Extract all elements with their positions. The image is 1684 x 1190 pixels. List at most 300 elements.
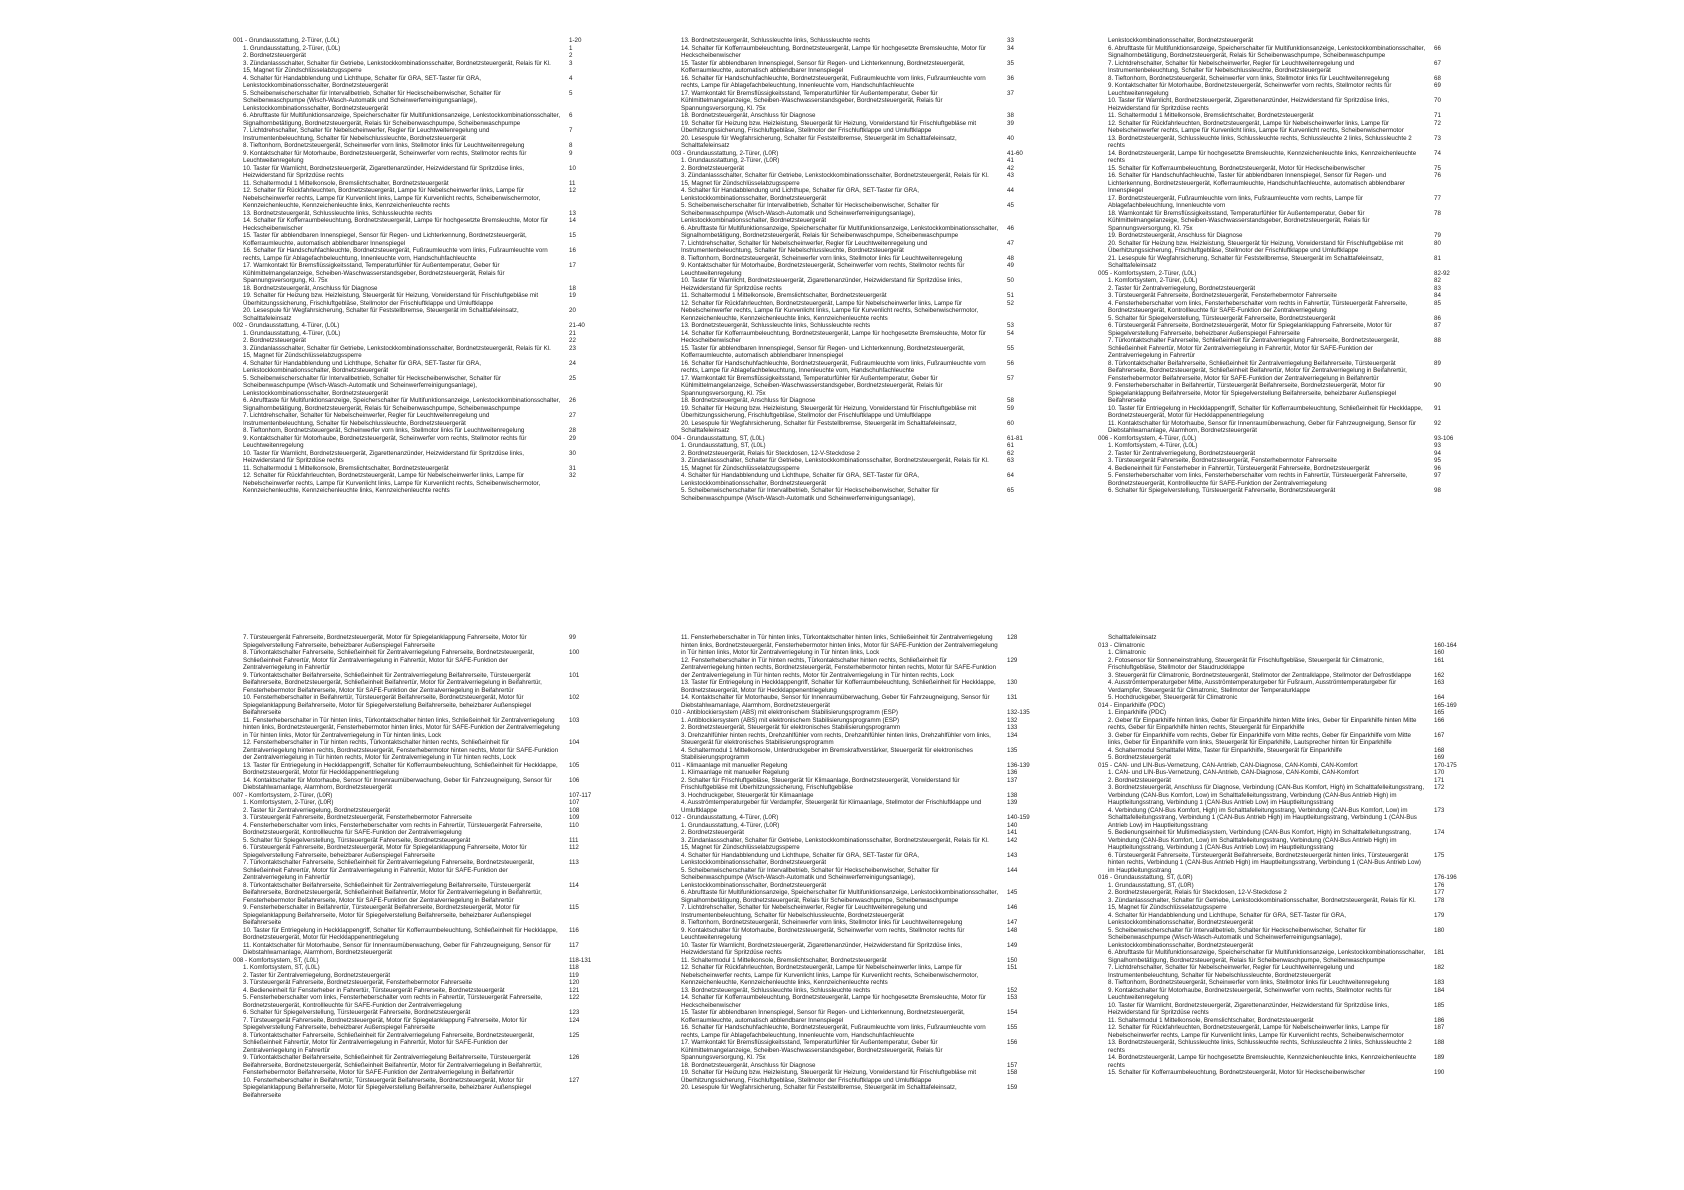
index-entry <box>233 649 613 672</box>
index-entry <box>671 679 1051 694</box>
entry-text: 5. Scheibenwischerschalter für Intervallbetrieb, Schalter für Heckscheibenwischer, Schalter für Scheibenwaschpumpe (Wisch-Wasch-Automatik und Scheinwerferreinigungsanlage), Lenkstockkombinationsschalter, Bordnetzsteuergerät <box>243 89 501 112</box>
entry-text: Schalttafeleinsatz <box>1108 634 1157 641</box>
entry-text: 3. Hochdruckgeber, Steuergerät für Klimaanlage <box>681 791 814 799</box>
index-entry <box>671 450 1051 458</box>
entry-text: 1. Antiblockiersystem (ABS) mit elektronischem Stabilisierungsprogramm (ESP) <box>681 716 900 724</box>
page-number: 1-20 <box>569 37 582 44</box>
index-entry <box>1098 964 1478 979</box>
page-number: 151 <box>1007 964 1018 971</box>
entry-text: 8. Tieftonhorn, Bordnetzsteuergerät, Scheinwerfer vorn links, Stellmotor links für Leuchtweitenregelung <box>681 919 963 926</box>
entry-text: 11. Kontaktschalter für Motorhaube, Sensor für Innenraumüberwachung, Geber für Fahrzeugneigung, Sensor für Diebstahlwarnanlage, Alarmhorn, Bordnetzsteuergerät <box>243 941 552 956</box>
index-entry <box>233 837 613 845</box>
index-entry <box>671 37 1051 45</box>
entry-text: 1. Klimaanlage mit manueller Regelung <box>681 769 789 776</box>
index-entry <box>233 427 613 435</box>
page-number: 64 <box>1007 472 1014 479</box>
page-number: 72 <box>1434 119 1441 127</box>
index-entry <box>233 217 613 232</box>
index-entry <box>671 345 1051 360</box>
page-number: 106 <box>569 776 580 784</box>
page-number: 176-196 <box>1434 874 1457 881</box>
page-number: 172 <box>1434 784 1445 791</box>
entry-text: 15. Taster für abblendbaren Innenspiegel, Sensor für Regen- und Lichterkennung, Bordnetzsteuergerät, Kofferraumleuchte, automatisch abblendbarer Innenspiegel <box>681 1009 965 1024</box>
index-entry <box>671 1009 1051 1024</box>
index-entry <box>233 927 613 942</box>
page-number: 130 <box>1007 679 1018 686</box>
index-entry <box>1098 450 1478 458</box>
page-number: 100 <box>569 649 580 656</box>
page-number: 69 <box>1434 82 1441 89</box>
entry-text: 8. Tieftonhorn, Bordnetzsteuergerät, Scheinwerfer vorn links, Stellmotor links für Leuchtweitenregelung <box>1108 979 1390 986</box>
index-entry <box>671 634 1051 657</box>
entry-text: 3. Zündanlassschalter, Schalter für Getriebe, Lenkstockkombinationsschalter, Bordnetzsteuergerät, Relais für Kl. 15, Magnet für Zündschlüsselabzugssperre <box>243 59 551 74</box>
entry-text: 3. Zündanlassschalter, Schalter für Getriebe, Lenkstockkombinationsschalter, Bordnetzsteuergerät, Relais für Kl. 15, Magnet für Zündschlüsselabzugssperre <box>681 457 989 472</box>
page-number: 62 <box>1007 449 1014 457</box>
index-entry <box>233 1009 613 1017</box>
page-number: 174 <box>1434 829 1445 836</box>
page-number: 173 <box>1434 806 1445 814</box>
page-number: 86 <box>1434 314 1441 322</box>
index-entry <box>233 180 613 188</box>
index-entry <box>671 487 1051 502</box>
entry-text: 4. Schaltermodul Schalttafel Mitte, Taster für Einparkhilfe, Steuergerät für Einparkhilfe <box>1108 746 1343 754</box>
page-number: 14 <box>569 217 576 224</box>
page-number: 132 <box>1007 716 1018 724</box>
index-entry <box>671 1024 1051 1039</box>
index-entry <box>671 957 1051 965</box>
page-number: 123 <box>569 1009 580 1016</box>
page-number: 61-81 <box>1007 434 1023 442</box>
page-number: 94 <box>1434 449 1441 457</box>
section-heading <box>1098 435 1478 443</box>
entry-text: 15. Schalter für Kofferraumbeleuchtung, Bordnetzsteuergerät, Motor für Heckscheibenwischer <box>1108 164 1366 172</box>
index-entry <box>1098 420 1478 435</box>
index-entry <box>1098 210 1478 233</box>
page-number: 93-106 <box>1434 434 1454 442</box>
index-entry <box>1098 1024 1478 1039</box>
page-number: 101 <box>569 671 580 679</box>
page-number: 116 <box>569 926 579 934</box>
index-entry <box>1098 709 1478 717</box>
top-column-2 <box>671 37 1051 502</box>
page-number: 187 <box>1434 1024 1445 1031</box>
entry-text: 014 - Einparkhilfe (PDC) <box>1098 701 1166 709</box>
entry-text: 20. Lesespule für Wegfahrsicherung, Schalter für Feststellbremse, Steuergerät im Schalttafeleinsatz, Schalttafeleinsatz <box>681 134 957 149</box>
page-number: 186 <box>1434 1016 1445 1024</box>
bottom-column-3 <box>1098 634 1478 1077</box>
entry-text: 3. Zündanlassschalter, Schalter für Getriebe, Lenkstockkombinationsschalter, Bordnetzsteuergerät, Relais für Kl. 15, Magnet für Zündschlüsselabzugssperre <box>1108 896 1416 911</box>
entry-text: 10. Taster für Entriegelung in Heckklappengriff, Schalter für Kofferraumbeleuchtung, Schließeinheit für Heckklappe, Bordnetzsteuergerät, Motor für Heckklappenentriegelung <box>1108 404 1423 419</box>
page-number: 145 <box>1007 889 1018 896</box>
page-number: 102 <box>569 694 580 701</box>
index-entry <box>671 187 1051 202</box>
index-entry <box>233 672 613 695</box>
index-entry <box>233 435 613 450</box>
entry-text: 5. Scheibenwischerschalter für Intervallbetrieb, Schalter für Heckscheibenwischer, Schalter für Scheibenwaschpumpe (Wisch-Wasch-Automatik und Scheinwerferreinigungsanlage), Lenkstockkombinationsschalter, Bordnetzsteuergerät <box>243 374 501 397</box>
page-number: 168 <box>1434 746 1445 754</box>
index-entry <box>1098 322 1478 337</box>
section-heading <box>233 322 613 330</box>
index-entry <box>233 187 613 210</box>
entry-text: 1. Komfortsystem, ST, (L0L) <box>243 964 320 971</box>
page-number: 31 <box>569 464 576 472</box>
entry-text: 1. Grundausstattung, 2-Türer, (L0L) <box>243 44 341 52</box>
page-number: 125 <box>569 1031 580 1039</box>
entry-text: 10. Taster für Warnlicht, Bordnetzsteuergerät, Zigarettenanzünder, Heizwiderstand für Spritzdüse links, Heizwiderstand für Spritzdüse rechts <box>1108 97 1389 112</box>
page-number: 134 <box>1007 731 1018 739</box>
entry-text: 4. Schalter für Handabblendung und Lichthupe, Schalter für GRA, SET-Taster für GRA, Lenkstockkombinationsschalter, Bordnetzsteuergerät <box>243 359 481 374</box>
index-entry <box>671 225 1051 240</box>
page-number: 139 <box>1007 799 1018 806</box>
index-entry <box>233 127 613 142</box>
entry-text: 10. Fensterheberschalter in Beifahrertür, Türsteuergerät Beifahrerseite, Bordnetzsteuergerät, Motor für Spiegelanklappung Beifahrerseite, Motor für Spiegelverstellung Beifahrerseite, beheizbarer Außenspiegel Beifahrerseite <box>243 1076 532 1099</box>
page-number: 115 <box>569 904 579 911</box>
entry-text: 19. Schalter für Heizung bzw. Heizleistung, Steuergerät für Heizung, Vorwiderstand für Frischluftgebläse mit Überhitzungssicherung, Frischluftgebläse, Stellmotor der Frischluftklappe und Umluftklappe <box>681 404 977 419</box>
entry-text: 2. Taster für Zentralverriegelung, Bordnetzsteuergerät <box>1108 284 1256 292</box>
index-entry <box>233 814 613 822</box>
page-number: 16 <box>569 247 576 254</box>
entry-text: 1. Komfortsystem, 4-Türer, (L0L) <box>1108 442 1198 449</box>
page-number: 32 <box>569 472 576 479</box>
index-entry <box>1098 829 1478 852</box>
entry-text: 7. Türkontaktschalter Fahrerseite, Schließeinheit für Zentralverriegelung Fahrerseite, Bordnetzsteuergerät, Schließeinheit Fahrertür, Motor für Zentralverriegelung in Fahrertür, Motor für SAFE-Funktion der Zentralverriegelung in Fahrertür <box>1108 337 1400 359</box>
index-entry <box>1098 315 1478 323</box>
entry-text: 13. Bordnetzsteuergerät, Schlussleuchte links, Schlussleuchte rechts, Schlussleuchte 2 links, Schlussleuchte 2 rechts <box>1108 134 1412 149</box>
entry-text: 6. Türsteuergerät Fahrerseite, Bordnetzsteuergerät, Motor für Spiegelanklappung Fahrerseite, Motor für Spiegelverstellung Fahrerseite, beheizbarer Außenspiegel Fahrerseite <box>1108 322 1392 337</box>
index-entry <box>233 972 613 980</box>
page-number: 51 <box>1007 292 1014 299</box>
entry-text: 11. Schaltermodul 1 Mittelkonsole, Bremslichtschalter, Bordnetzsteuergerät <box>681 956 887 964</box>
entry-text: 19. Bordnetzsteuergerät, Anschluss für Diagnose <box>1108 232 1243 239</box>
entry-text: 5. Fensterheberschalter vorn links, Fensterheberschalter vorn rechts in Fahrertür, Türsteuergerät Fahrerseite, Bordnetzsteuergerät, Kontrollleuchte für SAFE-Funktion der Zentralverriegelung <box>243 994 543 1009</box>
page-number: 73 <box>1434 134 1441 142</box>
page-number: 25 <box>569 374 576 382</box>
entry-text: 003 - Grundausstattung, 2-Türer, (L0R) <box>671 149 779 157</box>
entry-text: 11. Schaltermodul 1 Mittelkonsole, Bremslichtschalter, Bordnetzsteuergerät <box>243 464 449 472</box>
index-entry <box>233 717 613 740</box>
index-entry <box>1098 777 1478 785</box>
entry-text: 20. Schalter für Heizung bzw. Heizleistung, Steuergerät für Heizung, Vorwiderstand für Frischluftgebläse mit Überhitzungssicherung, Frischluftgebläse, Stellmotor der Frischluftklappe und Umluftklappe <box>1108 239 1404 254</box>
page-number: 43 <box>1007 172 1014 179</box>
entry-text: 12. Schalter für Rückfahrleuchten, Bordnetzsteuergerät, Lampe für Nebelscheinwerfer links, Lampe für Nebelscheinwerfer rechts, Lampe für Kurvenlicht links, Lampe für Kurvenlicht rechts, Scheibenwischermotor <box>1108 1024 1404 1039</box>
entry-text: 8. Tieftonhorn, Bordnetzsteuergerät, Scheinwerfer vorn links, Stellmotor links für Leuchtweitenregelung <box>243 427 525 434</box>
entry-text: 11. Schaltermodul 1 Mittelkonsole, Bremslichtschalter, Bordnetzsteuergerät <box>1108 112 1314 119</box>
index-entry <box>671 792 1051 800</box>
index-entry <box>233 412 613 427</box>
index-entry <box>671 927 1051 942</box>
entry-text: 10. Taster für Warnlicht, Bordnetzsteuergerät, Zigarettenanzünder, Heizwiderstand für Spritzdüse links, Heizwiderstand für Spritzdüse rechts <box>243 164 524 179</box>
page-number: 118-131 <box>569 956 592 964</box>
page-number: 136 <box>1007 769 1018 776</box>
section-heading <box>671 762 1051 770</box>
entry-text: 4. Ausströmtemperaturgeber für Verdampfer, Steuergerät für Klimaanlage, Stellmotor der Frischluftklappe und Umluftklappe <box>681 799 982 814</box>
index-entry <box>671 904 1051 919</box>
index-entry <box>1098 694 1478 702</box>
index-entry <box>671 732 1051 747</box>
index-entry <box>233 112 613 127</box>
entry-text: 2. Taster für Zentralverriegelung, Bordnetzsteuergerät <box>243 971 391 979</box>
page-number: 58 <box>1007 397 1014 404</box>
entry-text: 14. Schalter für Kofferraumbeleuchtung, Bordnetzsteuergerät, Lampe für hochgesetzte Bremsleuchte, Motor für Heckscheibenwischer <box>681 329 986 344</box>
page-number: 157 <box>1007 1061 1018 1069</box>
entry-text: 5. Scheibenwischerschalter für Intervallbetrieb, Schalter für Heckscheibenwischer, Schalter für Scheibenwaschpumpe (Wisch-Wasch-Automatik und Scheinwerferreinigungsanlage), Lenkstockkombinationsschalter, Bordnetzsteuergerät <box>1108 926 1366 949</box>
entry-text: 7. Lichtdrehschalter, Schalter für Nebelscheinwerfer, Regler für Leuchtweitenregelung und Instrumentenbeleuchtung, Schalter für Nebelschlussleuchte, Bordnetzsteuergerät <box>681 239 928 254</box>
index-entry <box>1098 60 1478 75</box>
index-entry <box>233 994 613 1009</box>
index-entry <box>671 202 1051 225</box>
entry-text: 9. Kontaktschalter für Motorhaube, Bordnetzsteuergerät, Scheinwerfer vorn rechts, Stellmotor rechts für Leuchtweitenregelung <box>243 434 527 449</box>
page-number: 183 <box>1434 979 1445 986</box>
index-entry <box>1098 82 1478 97</box>
entry-text: 2. Schalter für Frischluftgebläse, Steuergerät für Klimaanlage, Bordnetzsteuergerät, Vorwiderstand für Frischluftgebläse mit Überhitzungssicherung, Frischluftgebläse <box>681 776 960 791</box>
page-number: 127 <box>569 1076 580 1084</box>
page-number: 15 <box>569 232 576 239</box>
page-number: 82-92 <box>1434 269 1450 277</box>
entry-text: 16. Schalter für Handschuhfachleuchte, Bordnetzsteuergerät, Fußraumleuchte vorn links, Fußraumleuchte vorn rechts, Lampe für Ablagefachbeleuchtung, Innenleuchte vorn, Handschuhfachleuchte <box>681 359 986 374</box>
page-number: 46 <box>1007 224 1014 232</box>
page-number: 57 <box>1007 374 1014 382</box>
entry-text: 15. Schalter für Kofferraumbeleuchtung, Bordnetzsteuergerät, Motor für Heckscheibenwischer <box>1108 1069 1366 1076</box>
index-entry <box>233 397 613 412</box>
section-heading <box>671 814 1051 822</box>
page-number: 164 <box>1434 694 1445 701</box>
entry-text: 2. Taster für Zentralverriegelung, Bordnetzsteuergerät <box>243 806 391 814</box>
page-number: 60 <box>1007 419 1014 427</box>
section-heading <box>1098 702 1478 710</box>
entry-text: 9. Türkontaktschalter Beifahrerseite, Schließeinheit für Zentralverriegelung Beifahrerseite, Türsteuergerät Beifahrerseite, Bordnetzsteuergerät, Schließeinheit Beifahrertür, Motor für Zentralverriegelung in Beifahrertür, Fensterhebermotor Beifahrerseite, Motor für SAFE-Funktion der Zentralverriegelung in Beifahrertür <box>243 1054 542 1076</box>
page-number: 170 <box>1434 769 1445 776</box>
entry-text: 5. Bordnetzsteuergerät <box>1108 754 1171 761</box>
index-entry <box>233 247 613 262</box>
entry-text: 12. Fensterheberschalter in Tür hinten rechts, Türkontaktschalter hinten rechts, Schließeinheit für Zentralverriegelung hinten rechts, Bordnetzsteuergerät, Fensterhebermotor hinten rechts, Motor für SAFE-Funktion der Zentralverriegelung in Tür hinten rechts, Motor für Zentralverriegelung in Tür hinten rechts, Lock <box>243 739 559 761</box>
page-number: 184 <box>1434 986 1445 994</box>
entry-text: 10. Taster für Warnlicht, Bordnetzsteuergerät, Zigarettenanzünder, Heizwiderstand für Spritzdüse links, Heizwiderstand für Spritzdüse rechts <box>243 449 524 464</box>
page-number: 21-40 <box>569 322 585 329</box>
entry-text: 20. Lesespule für Wegfahrsicherung, Schalter für Feststellbremse, Steuergerät im Schalttafeleinsatz, <box>681 1084 957 1091</box>
index-entry <box>233 150 613 165</box>
index-entry <box>1098 672 1478 680</box>
page-number: 152 <box>1007 986 1018 994</box>
entry-text: 2. Bordnetzsteuergerät, Relais für Steckdosen, 12-V-Steckdose 2 <box>681 449 860 457</box>
index-entry <box>671 889 1051 904</box>
page-number: 107 <box>569 799 580 806</box>
index-entry <box>1098 1054 1478 1069</box>
index-entry <box>1098 679 1478 694</box>
page-number: 13 <box>569 209 576 217</box>
entry-text: 3. Bordnetzsteuergerät, Anschluss für Diagnose, Verbindung (CAN-Bus Komfort, High) im Schalttafelleitungsstrang, Verbindung (CAN-Bus Komfort, Low) im Schalttafelleitungsstrang, Verbindung (CAN-Bus Antrieb High) im Hauptleitungsstrang, Verbindung 1 (CAN-Bus Antrieb Low) im Hauptleitungsstrang <box>1108 784 1425 806</box>
index-entry <box>671 255 1051 263</box>
page-number: 140-159 <box>1007 814 1030 821</box>
index-entry <box>671 1084 1051 1092</box>
entry-text: 4. Bedieneinheit für Fensterheber in Fahrertür, Türsteuergerät Fahrerseite, Bordnetzsteuergerät <box>1108 464 1370 472</box>
page-number: 153 <box>1007 994 1018 1001</box>
page-number: 20 <box>569 307 576 314</box>
entry-text: 18. Warnkontakt für Bremsflüssigkeitsstand, Temperaturfühler für Außentemperatur, Geber für Kühlmittelmangelanzeige, Scheiben-Waschwasserstandsgeber, Bordnetzsteuergerät, Relais für Spannungsversorgung, Kl. 75x <box>1108 209 1370 232</box>
index-entry <box>671 172 1051 187</box>
page-number: 107-117 <box>569 791 592 799</box>
entry-text: 005 - Komfortsystem, 2-Türer, (L0L) <box>1098 269 1197 277</box>
page-number: 82 <box>1434 277 1441 284</box>
entry-text: 2. Bordnetzsteuergerät <box>681 829 744 836</box>
index-entry <box>1098 255 1478 270</box>
index-entry <box>1098 165 1478 173</box>
page-number: 103 <box>569 716 580 724</box>
page-number: 53 <box>1007 322 1014 329</box>
index-entry <box>1098 172 1478 195</box>
page-number: 126 <box>569 1054 580 1061</box>
page-number: 165-169 <box>1434 701 1457 709</box>
page-number: 124 <box>569 1016 580 1024</box>
entry-text: 8. Tieftonhorn, Bordnetzsteuergerät, Scheinwerfer vorn links, Stellmotor links für Leuchtweitenregelung <box>681 254 963 262</box>
page-number: 84 <box>1434 292 1441 299</box>
index-entry <box>233 165 613 180</box>
page-number: 21 <box>569 329 576 337</box>
entry-text: 4. Schaltermodul 1 Mittelkonsole, Unterdruckgeber im Bremskraftverstärker, Steuergerät für elektronisches Stabilisierungsprogramm <box>681 746 973 761</box>
entry-text: 7. Lichtdrehschalter, Schalter für Nebelscheinwerfer, Regler für Leuchtweitenregelung und Instrumentenbeleuchtung, Schalter für Nebelschlussleuchte, Bordnetzsteuergerät <box>243 127 490 142</box>
index-entry <box>671 942 1051 957</box>
page-number: 76 <box>1434 172 1441 179</box>
page-number: 65 <box>1007 487 1014 494</box>
entry-text: 13. Bordnetzsteuergerät, Schlussleuchte links, Schlussleuchte rechts <box>243 209 433 217</box>
index-entry <box>671 1062 1051 1070</box>
index-entry <box>1098 852 1478 875</box>
entry-text: 14. Kontaktschalter für Motorhaube, Sensor für Innenraumüberwachung, Geber für Fahrzeugneigung, Sensor für Diebstahlwarnanlage, Alarmhorn, Bordnetzsteuergerät <box>681 694 990 709</box>
index-entry <box>233 859 613 882</box>
page-number: 163 <box>1434 679 1445 686</box>
page-number: 80 <box>1434 239 1441 247</box>
page-number: 22 <box>569 337 576 344</box>
page-number: 181 <box>1434 949 1445 956</box>
entry-text: 5. Scheibenwischerschalter für Intervallbetrieb, Schalter für Heckscheibenwischer, Schalter für Scheibenwaschpumpe (Wisch-Wasch-Automatik und Scheinwerferreinigungsanlage), Lenkstockkombinationsschalter, Bordnetzsteuergerät <box>681 866 939 889</box>
bottom-column-1 <box>233 634 613 1099</box>
entry-text: 14. Kontaktschalter für Motorhaube, Sensor für Innenraumüberwachung, Geber für Fahrzeugneigung, Sensor für Diebstahlwarnanlage, Alarmhorn, Bordnetzsteuergerät <box>243 776 552 791</box>
index-entry <box>233 375 613 398</box>
page-number: 150 <box>1007 956 1018 964</box>
entry-text: 015 - CAN- und LIN-Bus-Vernetzung, CAN-Antrieb, CAN-Diagnose, CAN-Kombi, CAN-Komfort <box>1098 761 1358 769</box>
index-entry <box>671 657 1051 680</box>
entry-text: 18. Bordnetzsteuergerät, Anschluss für Diagnose <box>243 284 378 292</box>
entry-text: 013 - Climatronic <box>1098 641 1145 649</box>
page-number: 49 <box>1007 262 1014 269</box>
page-number: 87 <box>1434 322 1441 329</box>
index-entry <box>233 964 613 972</box>
entry-text: 1. Grundausstattung, 2-Türer, (L0R) <box>681 157 780 164</box>
top-column-3 <box>1098 37 1478 495</box>
index-entry <box>1098 292 1478 300</box>
index-entry <box>233 292 613 307</box>
entry-text: 5. Scheibenwischerschalter für Intervallbetrieb, Schalter für Heckscheibenwischer, Schalter für Scheibenwaschpumpe (Wisch-Wasch-Automatik und Scheinwerferreinigungsanlage), <box>681 487 939 502</box>
entry-text: 16. Schalter für Handschuhfachleuchte, Bordnetzsteuergerät, Fußraumleuchte vorn links, Fußraumleuchte vorn rechts, Lampe für Ablagefachbeleuchtung, Innenleuchte vorn, Handschuhfachleuchte <box>243 247 548 262</box>
page-number: 56 <box>1007 359 1014 367</box>
page-number: 79 <box>1434 232 1441 239</box>
page-number: 105 <box>569 761 580 769</box>
entry-text: 002 - Grundausstattung, 4-Türer, (L0L) <box>233 322 340 329</box>
entry-text: 13. Bordnetzsteuergerät, Schlussleuchte links, Schlussleuchte rechts <box>681 322 871 329</box>
entry-text: 5. Schalter für Spiegelverstellung, Türsteuergerät Fahrerseite, Bordnetzsteuergerät <box>243 836 471 844</box>
page-number: 141 <box>1007 829 1018 836</box>
entry-text: 11. Schaltermodul 1 Mittelkonsole, Bremslichtschalter, Bordnetzsteuergerät <box>243 179 449 187</box>
index-entry <box>233 232 613 247</box>
entry-text: 4. Fensterheberschalter vorn links, Fensterheberschalter vorn rechts in Fahrertür, Türsteuergerät Fahrerseite, Bordnetzsteuergerät, Kontrollleuchte für SAFE-Funktion der Zentralverriegelung <box>243 821 543 836</box>
page-number: 35 <box>1007 59 1014 67</box>
entry-text: 2. Bordnetzsteuergerät, Relais für Steckdosen, 12-V-Steckdose 2 <box>1108 889 1287 896</box>
entry-text: 14. Bordnetzsteuergerät, Lampe für hochgesetzte Bremsleuchte, Kennzeichenleuchte links, Kennzeichenleuchte rechts <box>1108 1054 1417 1069</box>
page-number: 162 <box>1434 671 1445 679</box>
index-entry <box>1098 784 1478 807</box>
index-entry <box>671 165 1051 173</box>
entry-text: 11. Schaltermodul 1 Mittelkonsole, Bremslichtschalter, Bordnetzsteuergerät <box>681 292 887 299</box>
entry-text: Lenkstockkombinationsschalter, Bordnetzsteuergerät <box>1108 37 1254 44</box>
page-number: 27 <box>569 412 576 419</box>
top-column-1 <box>233 37 613 495</box>
page-number: 143 <box>1007 851 1018 859</box>
page-number: 92 <box>1434 419 1441 427</box>
index-entry <box>1098 754 1478 762</box>
entry-text: 11. Schaltermodul 1 Mittelkonsole, Bremslichtschalter, Bordnetzsteuergerät <box>1108 1016 1314 1024</box>
entry-text: 6. Türsteuergerät Fahrerseite, Bordnetzsteuergerät, Motor für Spiegelanklappung Fahrerseite, Motor für Spiegelverstellung Fahrerseite, beheizbarer Außenspiegel Fahrerseite <box>243 844 527 859</box>
page-number: 161 <box>1434 656 1445 664</box>
entry-text: 2. Taster für Zentralverriegelung, Bordnetzsteuergerät <box>1108 449 1256 457</box>
index-entry <box>1098 37 1478 45</box>
index-entry <box>233 450 613 465</box>
entry-text: 5. Fensterheberschalter vorn links, Fensterheberschalter vorn rechts in Fahrertür, Türsteuergerät Fahrerseite, Bordnetzsteuergerät, Kontrollleuchte für SAFE-Funktion der Zentralverriegelung <box>1108 472 1408 487</box>
entry-text: 9. Kontaktschalter für Motorhaube, Bordnetzsteuergerät, Scheinwerfer vorn rechts, Stellmotor rechts für Leuchtweitenregelung <box>1108 82 1392 97</box>
page-number: 4 <box>569 74 573 82</box>
entry-text: 7. Türkontaktschalter Fahrerseite, Schließeinheit für Zentralverriegelung Fahrerseite, Bordnetzsteuergerät, Schließeinheit Fahrertür, Motor für Zentralverriegelung in Fahrertür, Motor für SAFE-Funktion der Zentralverriegelung in Fahrertür <box>243 859 535 881</box>
index-entry <box>233 762 613 777</box>
index-entry <box>1098 1039 1478 1054</box>
page-number: 119 <box>569 971 579 979</box>
page-number: 177 <box>1434 889 1445 896</box>
index-entry <box>233 360 613 375</box>
index-entry <box>233 60 613 75</box>
page-number: 40 <box>1007 134 1014 142</box>
entry-text: 3. Zündanlassschalter, Schalter für Getriebe, Lenkstockkombinationsschalter, Bordnetzsteuergerät, Relais für Kl. 15, Magnet für Zündschlüsselabzugssperre <box>243 344 551 359</box>
page-number: 83 <box>1434 284 1441 292</box>
page-number: 71 <box>1434 112 1441 119</box>
entry-text: 2. Bordnetzsteuergerät <box>681 164 744 172</box>
index-entry <box>671 135 1051 150</box>
page-number: 28 <box>569 427 576 434</box>
index-entry <box>1098 300 1478 315</box>
index-entry <box>1098 927 1478 950</box>
index-entry <box>233 807 613 815</box>
page-number: 113 <box>569 859 579 866</box>
page-number: 38 <box>1007 112 1014 119</box>
index-entry <box>671 60 1051 75</box>
entry-text: 10. Taster für Entriegelung in Heckklappengriff, Schalter für Kofferraumbeleuchtung, Schließeinheit für Heckklappe, Bordnetzsteuergerät, Motor für Heckklappenentriegelung <box>243 926 558 941</box>
page-number: 77 <box>1434 194 1441 202</box>
entry-text: 3. Türsteuergerät Fahrerseite, Bordnetzsteuergerät, Fensterhebermotor Fahrerseite <box>1108 292 1337 299</box>
page-number: 104 <box>569 739 580 746</box>
entry-text: 6. Abrufttaste für Multifunktionsanzeige, Speicherschalter für Multifunktionsanzeige, Lenkstockkombinationsschalter, Signalhornbetätigung, Bordnetzsteuergerät, Relais für Scheibenwaschpumpe, Scheibenwaschpumpe <box>243 397 561 412</box>
entry-text: 3. Türsteuergerät Fahrerseite, Bordnetzsteuergerät, Fensterhebermotor Fahrerseite <box>1108 457 1337 464</box>
entry-text: 3. Geber für Einparkhilfe vorn rechts, Geber für Einparkhilfe vorn Mitte rechts, Geber für Einparkhilfe vorn Mitte links, Geber für Einparkhilfe vorn links, Steuergerät für Einparkhilfe, Lautsprecher hinten für Einparkhilfe <box>1108 731 1411 746</box>
index-entry <box>671 300 1051 323</box>
entry-text: 10. Taster für Warnlicht, Bordnetzsteuergerät, Zigarettenanzünder, Heizwiderstand für Spritzdüse links, Heizwiderstand für Spritzdüse rechts <box>1108 1001 1389 1016</box>
entry-text: 15. Taster für abblendbaren Innenspiegel, Sensor für Regen- und Lichterkennung, Bordnetzsteuergerät, Kofferraumleuchte, automatisch abblendbarer Innenspiegel <box>681 59 965 74</box>
index-entry <box>1098 487 1478 495</box>
page-number: 170-175 <box>1434 761 1457 769</box>
index-entry <box>233 465 613 473</box>
entry-text: 16. Schalter für Handschuhfachleuchte, Bordnetzsteuergerät, Fußraumleuchte vorn links, Fußraumleuchte vorn rechts, Lampe für Ablagefachbeleuchtung, Innenleuchte vorn, Handschuhfachleuchte <box>681 74 986 89</box>
page-number: 110 <box>569 821 579 829</box>
entry-text: 7. Lichtdrehschalter, Schalter für Nebelscheinwerfer, Regler für Leuchtweitenregelung und Instrumentenbeleuchtung, Schalter für Nebelschlussleuchte, Bordnetzsteuergerät <box>681 904 928 919</box>
index-entry <box>233 979 613 987</box>
entry-text: 1. Komfortsystem, 2-Türer, (L0R) <box>243 799 334 806</box>
entry-text: 8. Tieftonhorn, Bordnetzsteuergerät, Scheinwerfer vorn links, Stellmotor links für Leuchtweitenregelung <box>243 142 525 149</box>
index-entry <box>671 45 1051 60</box>
